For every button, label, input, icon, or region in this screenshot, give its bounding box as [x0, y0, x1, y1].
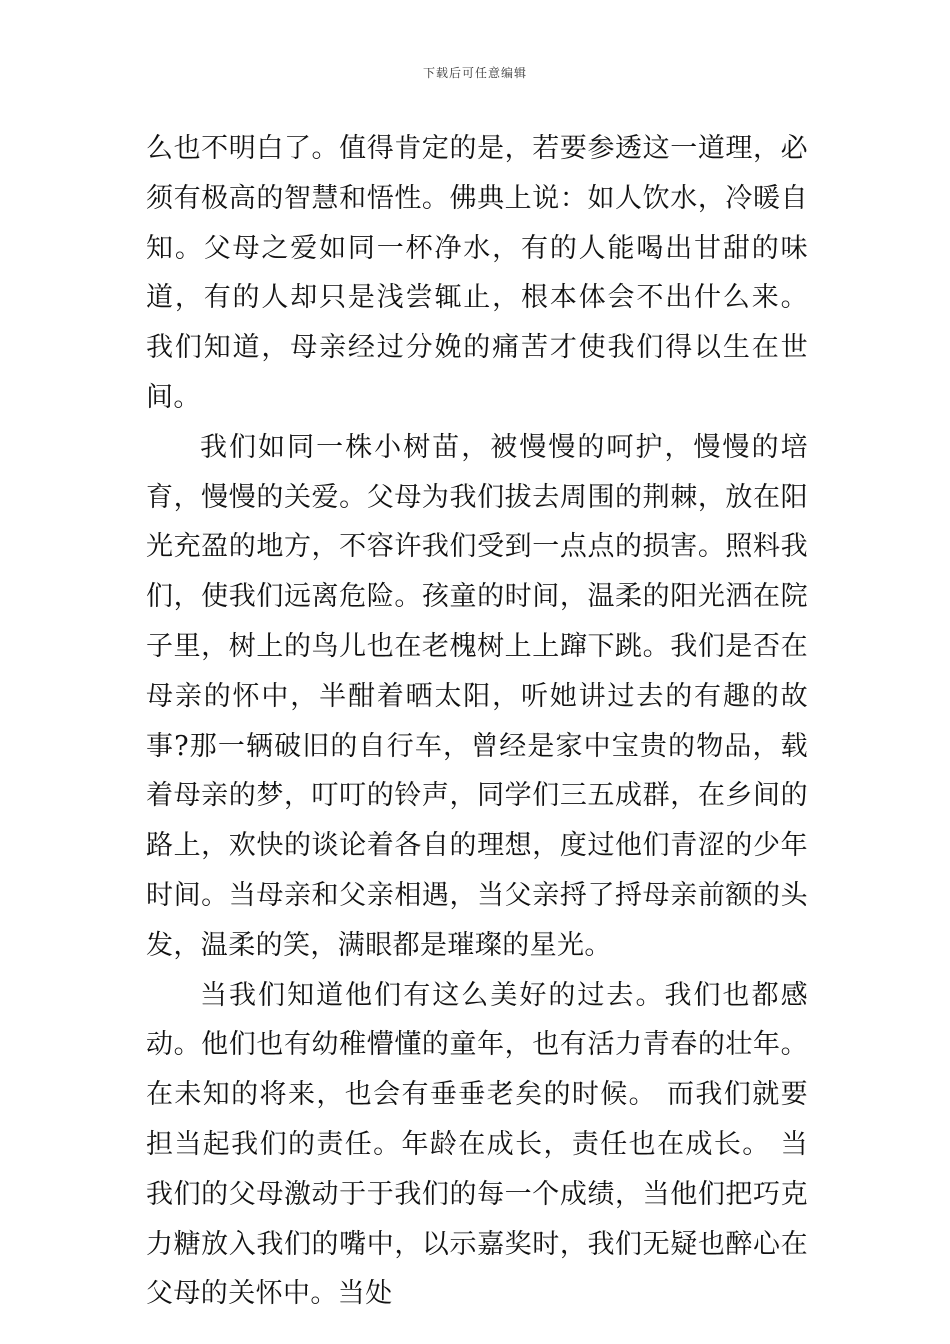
paragraph-3: 当我们知道他们有这么美好的过去。我们也都感动。他们也有幼稚懵懂的童年，也有活力青春的壮年。在未知的将来，也会有垂垂老矣的时候。 而我们就要担当起我们的责任。年龄在成长，责任也在成长。 当我们的父母激动于于我们的每一个成绩，当他们把巧克力糖放入我们的嘴中，以示嘉奖时，我们无疑也醉心在父母的关怀中。当处: [146, 979, 808, 1310]
paragraph-2: 我们如同一株小树苗，被慢慢的呵护，慢慢的培育，慢慢的关爱。父母为我们拔去周围的荆棘，放在阳光充盈的地方，不容许我们受到一点点的损害。照料我们，使我们远离危险。孩童的时间，温柔的阳光洒在院子里，树上的鸟儿也在老槐树上上蹿下跳。我们是否在母亲的怀中，半酣着晒太阳，听她讲过去的有趣的故事?那一辆破旧的自行车，曾经是家中宝贵的物品，载着母亲的梦，叮叮的铃声，同学们三五成群，在乡间的路上，欢快的谈论着各自的理想，度过他们青涩的少年时间。当母亲和父亲相遇，当父亲捋了捋母亲前额的头发，温柔的笑，满眼都是璀璨的星光。: [146, 431, 808, 961]
paragraph-1: 么也不明白了。值得肯定的是，若要参透这一道理，必须有极高的智慧和悟性。佛典上说：如人饮水，冷暖自知。父母之爱如同一杯净水，有的人能喝出甘甜的味道，有的人却只是浅尝辄止，根本体会不出什么来。 我们知道，母亲经过分娩的痛苦才使我们得以生在世间。: [146, 133, 808, 413]
document-body: [146, 124, 808, 1319]
page-header-note: 下载后可任意编辑: [422, 66, 527, 80]
